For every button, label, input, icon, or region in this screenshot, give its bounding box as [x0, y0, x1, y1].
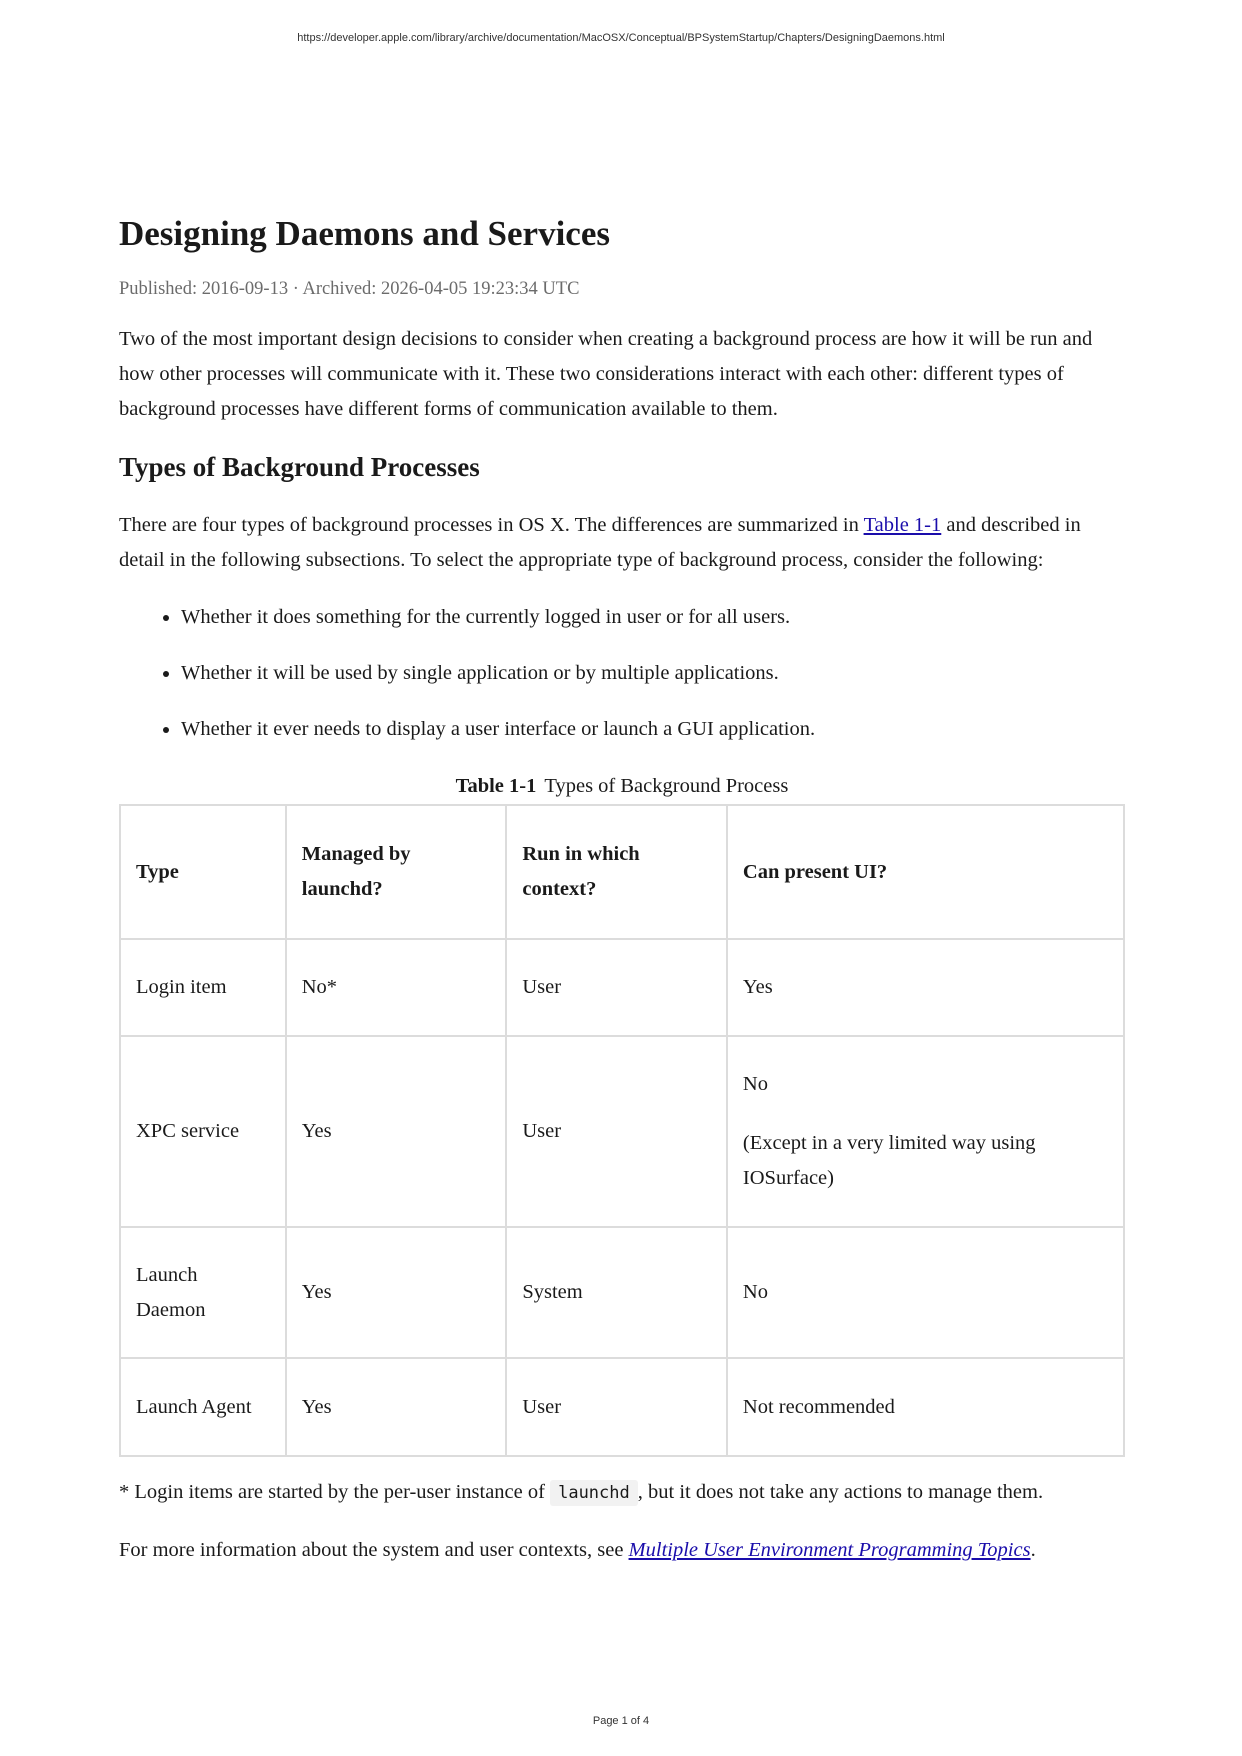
table-row — [120, 1227, 1124, 1358]
considerations-list — [119, 600, 1125, 747]
more-info-text: For more information about the system and user contexts, see — [119, 1539, 629, 1561]
cell-context: System — [506, 1227, 727, 1358]
table-row — [120, 939, 1124, 1036]
table-header-row — [120, 805, 1124, 939]
source-url: https://developer.apple.com/library/archive/documentation/MacOSX/Conceptual/BPSystemStartup/Chapters/DesigningDaemons.html — [297, 32, 945, 44]
multiple-user-topics-link[interactable]: Multiple User Environment Programming Topics — [628, 1539, 1031, 1561]
cell-context: User — [506, 939, 727, 1036]
cell-ui: No — [727, 1227, 1124, 1358]
column-header-ui: Can present UI? — [727, 805, 1124, 939]
publish-meta: Published: 2016-09-13 · Archived: 2026-04-05 19:23:34 UTC — [119, 279, 580, 299]
footnote — [119, 1475, 1125, 1511]
cell-ui-note: (Except in a very limited way using IOSurface) — [742, 1132, 1036, 1189]
cell-type: XPC service — [120, 1036, 286, 1227]
cell-managed: No* — [286, 939, 507, 1036]
types-paragraph — [119, 508, 1125, 578]
column-header-context: Run in which context? — [506, 805, 727, 939]
cell-ui — [727, 1036, 1124, 1227]
page-title: Designing Daemons and Services — [119, 214, 610, 253]
cell-ui-value: No — [742, 1073, 768, 1095]
cell-managed: Yes — [286, 1227, 507, 1358]
table-row — [120, 1036, 1124, 1227]
article — [119, 212, 1125, 1590]
cell-context: User — [506, 1358, 727, 1456]
intro-paragraph: Two of the most important design decisions to consider when creating a background process are how it will be run and how other processes will communicate with it. These two considerations interact with each other: different types of background processes have different forms of communication available to them. — [119, 328, 1093, 420]
launchd-code: launchd — [550, 1480, 638, 1506]
more-info-period: . — [1030, 1539, 1036, 1561]
cell-managed: Yes — [286, 1036, 507, 1227]
column-header-managed: Managed by launchd? — [286, 805, 507, 939]
list-item: • Whether it will be used by single application or by multiple applications. — [181, 656, 1125, 691]
table-1-1-link[interactable]: Table 1-1 — [863, 514, 942, 536]
cell-ui: Yes — [727, 939, 1124, 1036]
types-paragraph-text-end: and described in detail in the following subsections. To select the appropriate type of background process, consider the following: — [119, 514, 1081, 571]
table-caption — [119, 768, 1125, 804]
section-heading: Types of Background Processes — [119, 452, 480, 482]
footnote-text-end: , but it does not take any actions to manage them. — [637, 1481, 1044, 1503]
footnote-text-start: * Login items are started by the per-user instance of — [119, 1481, 551, 1503]
table-row — [120, 1358, 1124, 1456]
cell-context: User — [506, 1036, 727, 1227]
cell-type: Login item — [120, 939, 286, 1036]
cell-managed: Yes — [286, 1358, 507, 1456]
list-item: • Whether it does something for the currently logged in user or for all users. — [181, 600, 1125, 635]
cell-type: Launch Agent — [120, 1358, 286, 1456]
table-caption-label: Table 1-1 — [455, 775, 537, 797]
table-caption-text: Types of Background Process — [544, 775, 789, 797]
cell-type: Launch Daemon — [120, 1227, 286, 1358]
types-paragraph-text-start: There are four types of background processes in OS X. The differences are summarized in — [119, 514, 864, 536]
more-info-paragraph — [119, 1533, 1125, 1568]
background-process-table — [119, 804, 1125, 1457]
column-header-type: Type — [120, 805, 286, 939]
page-number: Page 1 of 4 — [592, 1715, 650, 1727]
cell-ui: Not recommended — [727, 1358, 1124, 1456]
list-item: • Whether it ever needs to display a user interface or launch a GUI application. — [181, 712, 1125, 747]
